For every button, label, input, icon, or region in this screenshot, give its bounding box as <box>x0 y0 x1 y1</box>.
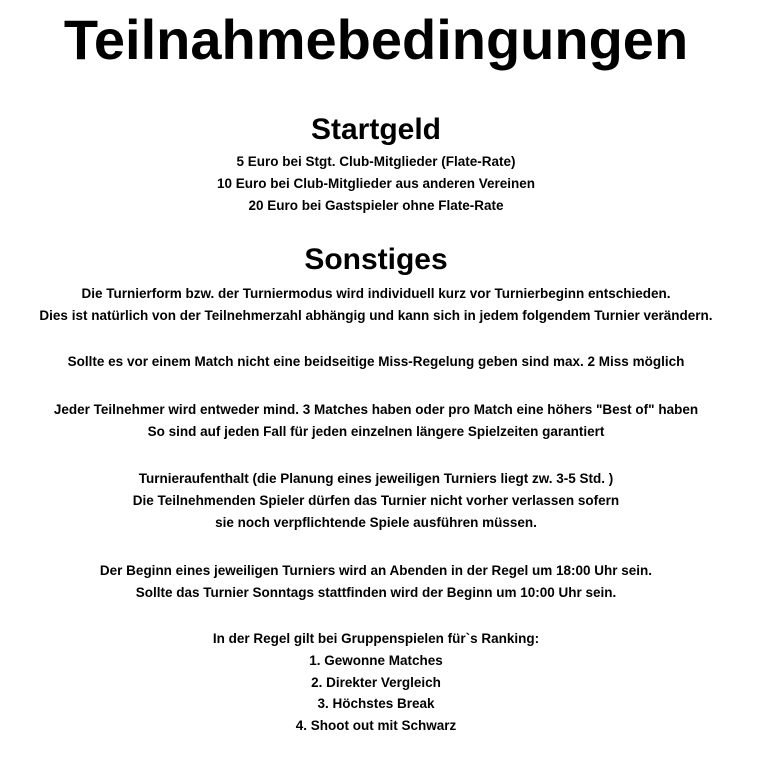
ranking-item: 1. Gewonne Matches <box>309 653 443 668</box>
rule-line: Der Beginn eines jeweiligen Turniers wird an Abenden in der Regel um 18:00 Uhr sein. <box>99 563 653 578</box>
startgeld-heading: Startgeld <box>310 113 442 146</box>
startgeld-line: 10 Euro bei Club-Mitglieder aus anderen Vereinen <box>216 176 536 191</box>
rule-line: Die Turnierform bzw. der Turniermodus wird individuell kurz vor Turnierbeginn entschieden. <box>81 286 671 301</box>
ranking-intro: In der Regel gilt bei Gruppenspielen für`s Ranking: <box>212 631 540 646</box>
rule-line: Turnieraufenthalt (die Planung eines jeweiligen Turniers liegt zw. 3-5 Std. ) <box>138 471 614 486</box>
rule-line: Die Teilnehmenden Spieler dürfen das Turnier nicht vorher verlassen sofern <box>132 493 620 508</box>
rule-line: Sollte es vor einem Match nicht eine beidseitige Miss-Regelung geben sind max. 2 Miss möglich <box>67 354 685 369</box>
ranking-item: 2. Direkter Vergleich <box>311 675 441 690</box>
rule-line: Jeder Teilnehmer wird entweder mind. 3 Matches haben oder pro Match eine höhers "Best of" haben <box>53 402 699 417</box>
startgeld-line: 5 Euro bei Stgt. Club-Mitglieder (Flate-Rate) <box>236 154 516 169</box>
rule-line: Dies ist natürlich von der Teilnehmerzahl abhängig und kann sich in jedem folgendem Turnier verändern. <box>39 308 713 323</box>
page-title: Teilnahmebedingungen <box>63 8 689 71</box>
startgeld-line: 20 Euro bei Gastspieler ohne Flate-Rate <box>248 198 504 213</box>
rule-line: Sollte das Turnier Sonntags stattfinden wird der Beginn um 10:00 Uhr sein. <box>135 585 617 600</box>
ranking-item: 3. Höchstes Break <box>317 696 435 711</box>
rule-line: sie noch verpflichtende Spiele ausführen müssen. <box>215 515 537 530</box>
sonstiges-heading: Sonstiges <box>304 243 448 276</box>
ranking-item: 4. Shoot out mit Schwarz <box>295 718 457 733</box>
rule-line: So sind auf jeden Fall für jeden einzelnen längere Spielzeiten garantiert <box>147 424 605 439</box>
